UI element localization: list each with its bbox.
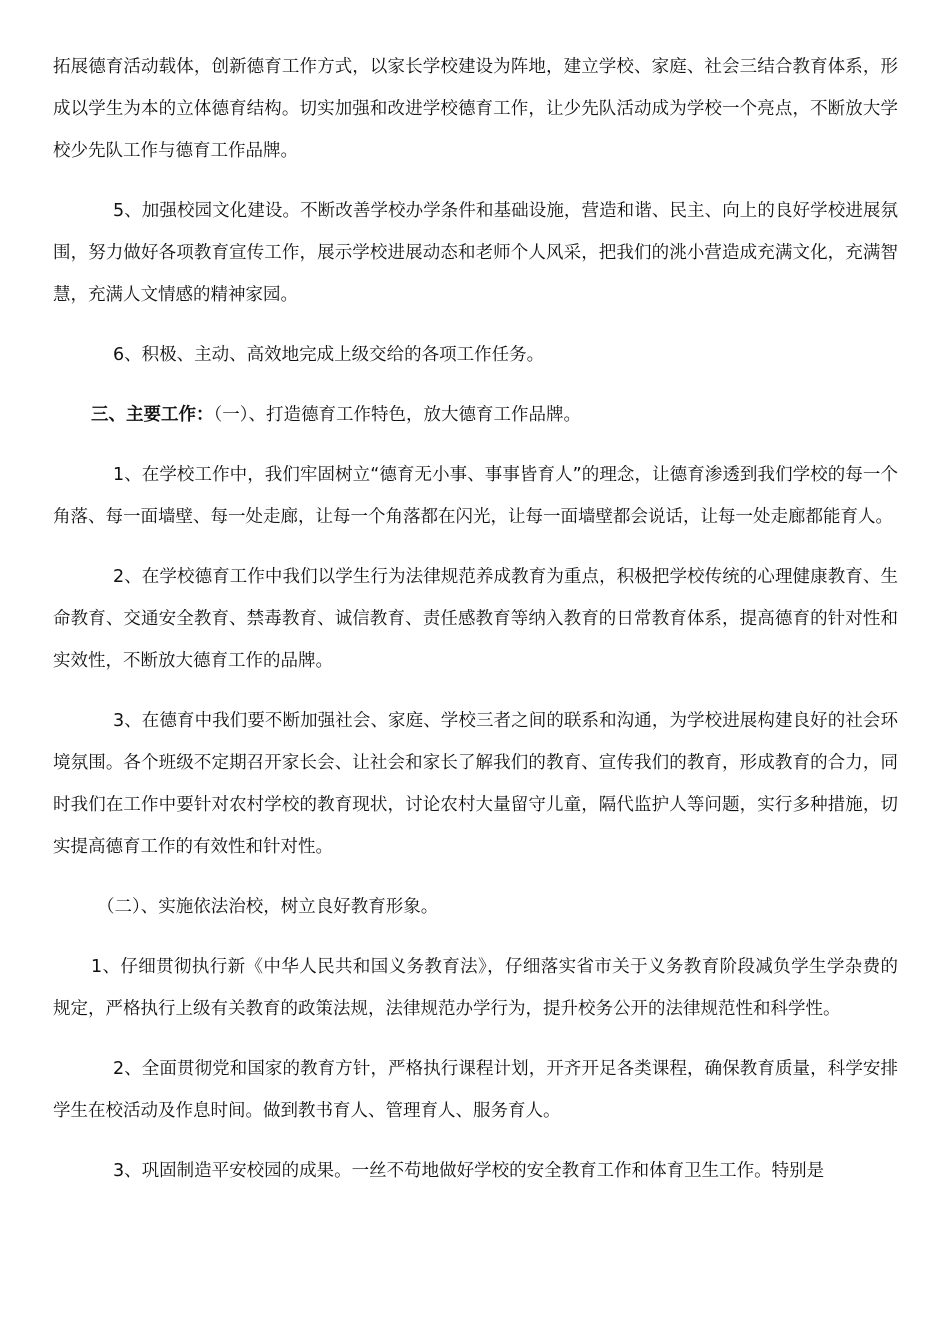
paragraph-safe-campus: 3、巩固制造平安校园的成果。一丝不苟地做好学校的安全教育工作和体育卫生工作。特别是 [113, 1161, 825, 1181]
paragraph-society-family-school: 3、在德育中我们要不断加强社会、家庭、学校三者之间的联系和沟通，为学校进展构建良好的社会环境氛围。各个班级不定期召开家长会、让社会和家长了解我们的教育、宣传我们的教育，形成教育的合力，同时我们在工作中要针对农村学校的教育现状，讨论农村大量留守儿童，隔代监护人等问题，实行多种措施，切实提高德育工作的有效性和针对性。 [53, 711, 898, 857]
paragraph-gap [53, 1132, 898, 1150]
paragraph-campus-culture: 5、加强校园文化建设。不断改善学校办学条件和基础设施，营造和谐、民主、向上的良好学校进展氛围，努力做好各项教育宣传工作，展示学校进展动态和老师个人风采，把我们的洮小营造成充满文化，充满智慧，充满人文情感的精神家园。 [53, 201, 898, 305]
subheading-rule-of-law: （二）、实施依法治校，树立良好教育形象。 [97, 897, 439, 917]
paragraph-compulsory-education-law: 1、仔细贯彻执行新《中华人民共和国义务教育法》，仔细落实省市关于义务教育阶段减负学生学杂费的规定，严格执行上级有关教育的政策法规，法律规范办学行为，提升校务公开的法律规范性和科学性。 [53, 957, 898, 1019]
paragraph-education-policy: 2、全面贯彻党和国家的教育方针，严格执行课程计划，开齐开足各类课程，确保教育质量，科学安排学生在校活动及作息时间。做到教书育人、管理育人、服务育人。 [53, 1059, 898, 1121]
paragraph-gap [53, 376, 898, 394]
paragraph-gap [53, 928, 898, 946]
paragraph-gap [53, 1030, 898, 1048]
paragraph-moral-everywhere: 1、在学校工作中，我们牢固树立“德育无小事、事事皆育人”的理念，让德育渗透到我们学校的每一个角落、每一面墙壁、每一处走廊，让每一个角落都在闪光，让每一面墙壁都会说话，让每一处走廊都能育人。 [53, 465, 898, 527]
main-work-subheading-1: （一）、打造德育工作特色，放大德育工作品牌。 [213, 405, 581, 425]
paragraph-gap [53, 538, 898, 556]
paragraph-gap [53, 682, 898, 700]
paragraph-complete-tasks: 6、积极、主动、高效地完成上级交给的各项工作任务。 [113, 345, 545, 365]
section-heading-main-work [53, 394, 898, 436]
document-page [53, 46, 898, 1192]
paragraph-gap [53, 172, 898, 190]
paragraph-gap [53, 316, 898, 334]
main-work-heading-label: 三、主要工作： [91, 405, 214, 425]
paragraph-gap [53, 436, 898, 454]
paragraph-behavior-norms: 2、在学校德育工作中我们以学生行为法律规范养成教育为重点，积极把学校传统的心理健康教育、生命教育、交通安全教育、禁毒教育、诚信教育、责任感教育等纳入教育的日常教育体系，提高德育的针对性和实效性，不断放大德育工作的品牌。 [53, 567, 898, 671]
paragraph-gap [53, 868, 898, 886]
paragraph-moral-education-carrier: 拓展德育活动载体，创新德育工作方式，以家长学校建设为阵地，建立学校、家庭、社会三结合教育体系，形成以学生为本的立体德育结构。切实加强和改进学校德育工作，让少先队活动成为学校一个亮点，不断放大学校少先队工作与德育工作品牌。 [53, 57, 898, 161]
